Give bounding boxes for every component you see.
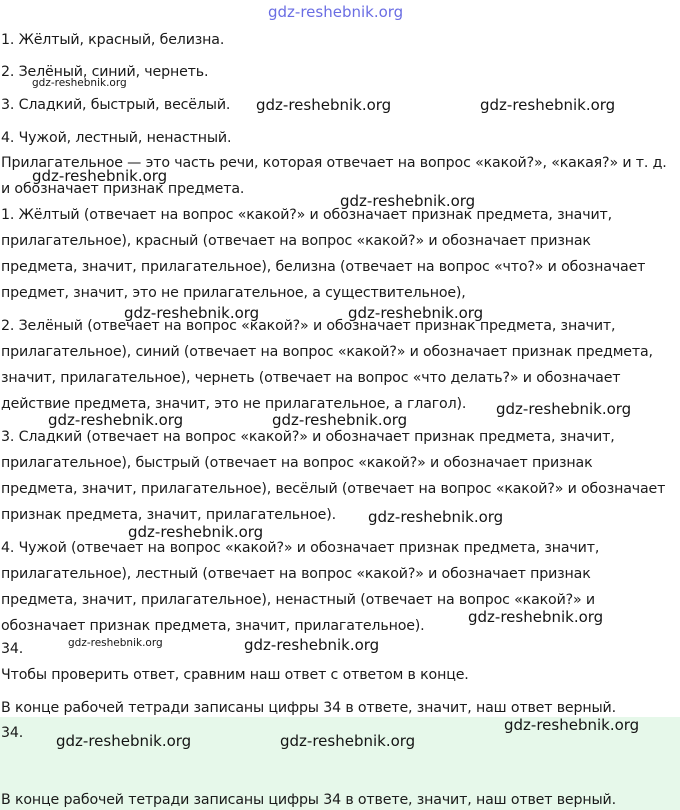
watermark: gdz-reshebnik.org [128, 523, 264, 541]
answer-line: 3. Сладкий, быстрый, весёлый. [1, 97, 231, 113]
answer-line: 1. Жёлтый, красный, белизна. [1, 32, 225, 48]
watermark: gdz-reshebnik.org [272, 411, 408, 429]
explanation-line: 1. Жёлтый (отвечает на вопрос «какой?» и обозначает признак предмета, значит, [1, 207, 612, 223]
definition-line: и обозначает признак предмета. [1, 181, 245, 197]
definition-line: Прилагательное — это часть речи, которая отвечает на вопрос «какой?», «какая?» и т. д. [1, 155, 667, 171]
watermark: gdz-reshebnik.org [496, 400, 632, 418]
watermark: gdz-reshebnik.org [48, 411, 184, 429]
check-text: Чтобы проверить ответ, сравним наш ответ с ответом в конце. [1, 667, 469, 683]
watermark: gdz-reshebnik.org [504, 716, 640, 734]
explanation-line: предмета, значит, прилагательное), ненастный (отвечает на вопрос «какой?» и [1, 592, 595, 608]
highlight-number: 34. [1, 725, 24, 741]
watermark: gdz-reshebnik.org [32, 77, 127, 89]
watermark: gdz-reshebnik.org [468, 608, 604, 626]
explanation-line: предмета, значит, прилагательное), белизна (отвечает на вопрос «что?» и обозначает [1, 259, 646, 275]
explanation-line: предмет, значит, это не прилагательное, а существительное), [1, 285, 466, 301]
watermark: gdz-reshebnik.org [348, 304, 484, 322]
explanation-line: прилагательное), быстрый (отвечает на вопрос «какой?» и обозначает признак [1, 455, 593, 471]
watermark: gdz-reshebnik.org [340, 192, 476, 210]
header-watermark: gdz-reshebnik.org [268, 3, 404, 21]
watermark: gdz-reshebnik.org [32, 167, 168, 185]
watermark: gdz-reshebnik.org [480, 96, 616, 114]
check-text: В конце рабочей тетради записаны цифры 34 в ответе, значит, наш ответ верный. [1, 700, 616, 716]
explanation-line: 4. Чужой (отвечает на вопрос «какой?» и обозначает признак предмета, значит, [1, 540, 600, 556]
explanation-line: прилагательное), красный (отвечает на вопрос «какой?» и обозначает признак [1, 233, 591, 249]
watermark: gdz-reshebnik.org [56, 732, 192, 750]
answer-line: 2. Зелёный, синий, чернеть. [1, 64, 209, 80]
highlight-text: В конце рабочей тетради записаны цифры 34 в ответе, значит, наш ответ верный. [1, 792, 616, 808]
watermark: gdz-reshebnik.org [280, 732, 416, 750]
explanation-line: прилагательное), лестный (отвечает на вопрос «какой?» и обозначает признак [1, 566, 591, 582]
answer-line: 4. Чужой, лестный, ненастный. [1, 130, 232, 146]
explanation-line: 2. Зелёный (отвечает на вопрос «какой?» и обозначает признак предмета, значит, [1, 318, 616, 334]
watermark: gdz-reshebnik.org [256, 96, 392, 114]
watermark: gdz-reshebnik.org [124, 304, 260, 322]
explanation-line: действие предмета, значит, это не прилагательное, а глагол). [1, 396, 467, 412]
explanation-line: признак предмета, значит, прилагательное). [1, 507, 336, 523]
explanation-line: значит, прилагательное), чернеть (отвечает на вопрос «что делать?» и обозначает [1, 370, 621, 386]
watermark: gdz-reshebnik.org [68, 637, 163, 649]
check-number: 34. [1, 641, 24, 657]
watermark: gdz-reshebnik.org [244, 636, 380, 654]
explanation-line: предмета, значит, прилагательное), весёлый (отвечает на вопрос «какой?» и обозначает [1, 481, 666, 497]
explanation-line: 3. Сладкий (отвечает на вопрос «какой?» и обозначает признак предмета, значит, [1, 429, 615, 445]
watermark: gdz-reshebnik.org [368, 508, 504, 526]
explanation-line: прилагательное), синий (отвечает на вопрос «какой?» и обозначает признак предмета, [1, 344, 653, 360]
explanation-line: обозначает признак предмета, значит, прилагательное). [1, 618, 425, 634]
